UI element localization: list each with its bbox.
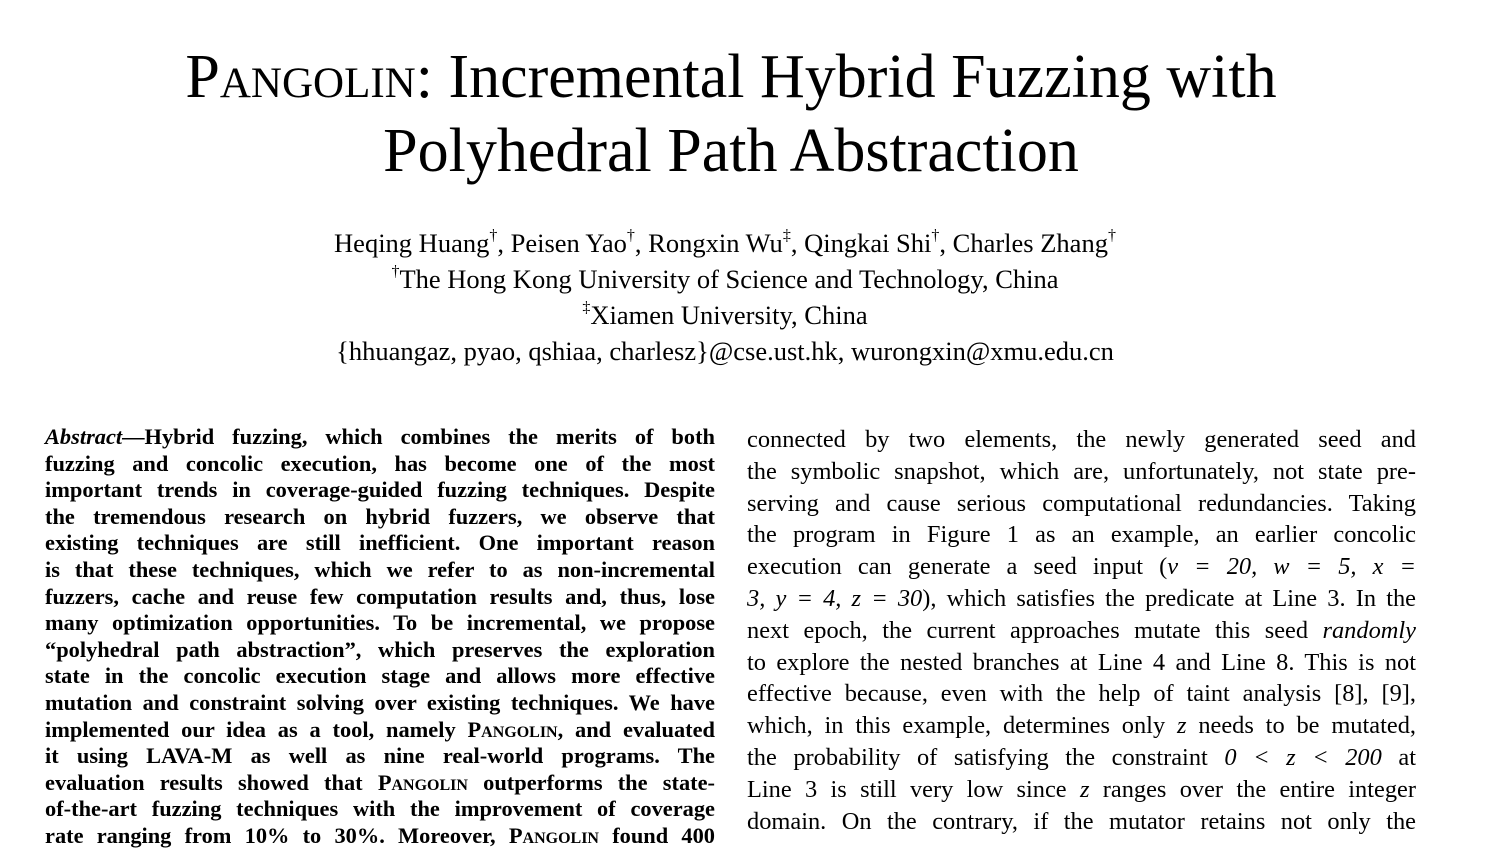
math-expression: 3, y = 4, z = 30 [747,584,923,612]
paper-title [0,40,1462,188]
abstract-line: fuzzers, cache and reuse few computation results and, thus, lose [45,583,715,609]
body-line-text: needs to be mutated, [1186,712,1416,740]
abstract-line: is that these techniques, which we refer to as non-incremental [45,556,715,582]
author-list: Heqing Huang†, Peisen Yao†, Rongxin Wu‡, Qingkai Shi†, Charles Zhang† [334,227,1116,258]
tool-name: Pangolin [377,769,468,795]
affiliation-1 [0,264,1450,295]
body-line: to explore the nested branches at Line 4 and Line 8. This is not [747,648,1416,676]
body-line [747,583,1416,615]
abstract-line-text: implemented our idea as a tool, namely [45,716,468,742]
title-line-1 [185,43,1276,111]
body-line-text: Line 3 is still very low since [747,775,1080,803]
affiliation-mark: ‡ [582,299,591,317]
body-line-text: ), which satisfies the predicate at Line 3. In the [922,584,1416,612]
title-line-2: Polyhedral Path Abstraction [383,117,1079,185]
author-emails: {hhuangaz, pyao, qshiaa, charlesz}@cse.ust.hk, wurongxin@xmu.edu.cn [336,336,1114,366]
body-line-text: execution can generate a seed input ( [747,553,1168,581]
abstract-line: “polyhedral path abstraction”, which preserves the exploration [45,636,715,662]
body-line: serving and cause serious computational redundancies. Taking [747,489,1416,517]
affiliation-2-text: Xiamen University, China [590,300,868,330]
affiliation-mark: † [489,227,498,245]
abstract-line: of-the-art fuzzing techniques with the improvement of coverage [45,796,715,822]
affiliation-mark: † [1107,227,1116,245]
author-name: Peisen Yao [510,228,627,258]
body-line [747,551,1416,583]
math-expression: 0 < z < 200 [1224,743,1382,771]
abstract-line [45,770,715,797]
abstract-line-text: , and evaluated [557,716,715,742]
abstract-line [45,823,715,850]
body-line-text: the probability of satisfying the constraint [747,743,1225,771]
body-line [747,710,1416,742]
body-line [747,774,1416,806]
math-expression: z [1176,712,1187,740]
abstract-line-text: outperforms the state- [467,769,715,795]
affiliation-2 [0,300,1450,331]
abstract-line-text: —Hybrid fuzzing, which combines the merits of both [122,424,715,449]
author-name: Heqing Huang [334,228,490,258]
emphasis: randomly [1322,616,1416,644]
abstract-line: many optimization opportunities. To be incremental, we propose [45,610,715,636]
affiliation-mark: † [391,263,400,281]
abstract-line: the tremendous research on hybrid fuzzers, we observe that [45,503,715,529]
body-line [747,742,1416,774]
abstract-column [45,424,715,850]
abstract-line [45,717,715,744]
abstract-line-text: evaluation results showed that [45,769,378,795]
abstract-heading: Abstract [45,424,123,449]
title-line-1-rest: : Incremental Hybrid Fuzzing with [415,43,1277,111]
body-line: the program in Figure 1 as an example, an earlier concolic [747,521,1416,549]
abstract-line: mutation and constraint solving over existing techniques. We have [45,689,715,715]
body-line: domain. On the contrary, if the mutator retains not only the [747,807,1416,835]
body-line-text: at [1381,743,1416,771]
body-line-text: which, in this example, determines only [747,712,1177,740]
body-line [747,615,1416,647]
abstract-line: fuzzing and concolic execution, has become one of the most [45,450,715,476]
abstract-line: important trends in coverage-guided fuzzing techniques. Despite [45,477,715,503]
affiliation-mark: † [626,227,635,245]
abstract-line-text: rate ranging from 10% to 30%. Moreover, [45,822,509,848]
tool-name: Pangolin [467,716,558,742]
body-line: effective because, even with the help of taint analysis [8], [9], [747,680,1416,708]
author-name: Charles Zhang [952,228,1108,258]
body-line-text: next epoch, the current approaches mutate this seed [747,616,1323,644]
body-line: the symbolic snapshot, which are, unfortunately, not state pre- [747,457,1416,485]
abstract-line: existing techniques are still inefficient. One important reason [45,530,715,556]
author-name: Rongxin Wu [648,228,783,258]
abstract-line: it using LAVA-M as well as nine real-world programs. The [45,743,715,769]
abstract-line-text: found 400 [599,822,715,848]
abstract-line: state in the concolic execution stage and allows more effective [45,663,715,689]
math-expression: z [1079,775,1090,803]
body-column [747,424,1416,837]
affiliation-mark: † [931,227,940,245]
author-name: Qingkai Shi [804,228,932,258]
math-expression: v = 20, w = 5, x = [1167,553,1416,581]
body-line-text: ranges over the entire integer [1089,775,1416,803]
affiliation-mark: ‡ [782,227,791,245]
affiliation-1-text: The Hong Kong University of Science and Technology, China [399,264,1059,294]
body-line: connected by two elements, the newly generated seed and [747,426,1416,453]
tool-name: Pangolin [508,822,599,848]
title-tool-name: Pangolin [185,43,416,111]
abstract-line [45,424,715,451]
